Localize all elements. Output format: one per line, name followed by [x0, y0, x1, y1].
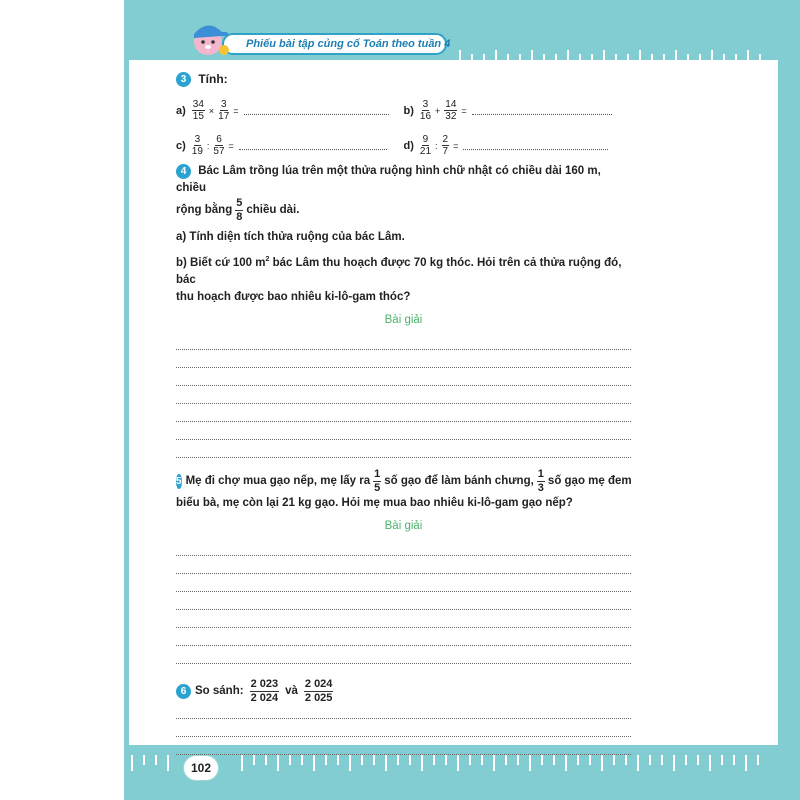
fraction	[537, 468, 545, 495]
exercise-6-title: So sánh:	[195, 685, 244, 698]
fraction	[373, 468, 381, 495]
exercise-3c	[176, 134, 404, 157]
numerator: 5	[236, 197, 243, 210]
answer-blank[interactable]	[239, 142, 387, 150]
numerator: 9	[422, 134, 429, 146]
numerator: 34	[192, 99, 204, 111]
operator: :	[435, 140, 438, 151]
numerator: 2	[442, 134, 449, 146]
answer-line[interactable]	[176, 737, 631, 755]
exercise-6-answer-lines[interactable]	[176, 701, 631, 755]
denominator: 21	[419, 146, 432, 158]
exercise-4-badge: 4	[176, 164, 191, 179]
fraction	[304, 678, 334, 705]
item-label: d)	[403, 139, 414, 152]
exercise-5-text-2: số gạo để làm bánh chưng,	[384, 475, 534, 488]
answer-line[interactable]	[176, 422, 631, 440]
denominator: 15	[192, 111, 204, 123]
fraction	[250, 678, 280, 705]
exercise-3-row-2	[176, 134, 631, 157]
exercise-6-badge: 6	[176, 684, 191, 699]
bear-mascot-icon	[186, 16, 232, 62]
exercise-4-solution-label: Bài giải	[384, 314, 423, 327]
exercise-3d	[404, 134, 632, 157]
numerator: 6	[216, 134, 222, 146]
exercise-5	[176, 468, 631, 664]
ruler-ticks-bottom	[124, 755, 784, 783]
fraction	[444, 99, 457, 122]
fraction	[420, 134, 431, 157]
exercise-3-row-1	[176, 99, 631, 122]
frame-right	[778, 0, 800, 800]
numerator: 1	[374, 468, 381, 481]
exercise-5-answer-lines[interactable]	[176, 538, 631, 664]
exercise-5-text-3: số gạo mẹ đem	[547, 475, 632, 488]
exercise-3-badge: 3	[176, 72, 191, 87]
denominator: 16	[419, 111, 432, 123]
denominator: 17	[218, 111, 230, 123]
answer-line[interactable]	[176, 592, 631, 610]
exercise-5-solution-label: Bài giải	[384, 520, 423, 533]
answer-blank[interactable]	[463, 142, 608, 150]
denominator: 32	[445, 111, 457, 123]
denominator: 3	[537, 482, 544, 495]
item-label: a)	[176, 104, 186, 117]
answer-line[interactable]	[176, 440, 631, 458]
answer-line[interactable]	[176, 404, 631, 422]
operator: +	[435, 105, 441, 116]
answer-line[interactable]	[176, 646, 631, 664]
exercise-4-text-2a: rộng bằng	[176, 204, 233, 217]
exercise-4-text-1: Bác Lâm trồng lúa trên một thửa ruộng hình chữ nhật có chiều dài 160 m, chiều	[176, 165, 601, 195]
operator: :	[206, 140, 210, 151]
answer-line[interactable]	[176, 350, 631, 368]
exercise-4-text-2b: chiều dài.	[246, 204, 300, 217]
exercise-4-question-b	[176, 251, 631, 289]
exercise-5-text-4: biếu bà, mẹ còn lại 21 kg gạo. Hỏi mẹ mua bao nhiêu ki-lô-gam gạo nếp?	[176, 497, 573, 510]
numerator: 3	[194, 134, 201, 146]
denominator: 7	[442, 146, 449, 158]
denominator: 5	[374, 482, 381, 495]
fraction	[442, 134, 450, 157]
fraction	[213, 134, 224, 157]
denominator: 57	[213, 146, 225, 158]
exercise-4-answer-lines[interactable]	[176, 332, 631, 458]
item-label: b)	[403, 104, 414, 117]
worksheet-content	[176, 70, 631, 755]
exercise-3	[176, 72, 631, 157]
operator: ×	[208, 105, 215, 116]
answer-line[interactable]	[176, 332, 631, 350]
exercise-4-question-b-2: thu hoạch được bao nhiêu ki-lô-gam thóc?	[176, 291, 411, 304]
numerator: 2 023	[250, 678, 279, 691]
superscript: 2	[265, 256, 270, 264]
item-label: c)	[176, 139, 186, 152]
header-title: Phiếu bài tập củng cố Toán theo tuần 4	[246, 38, 451, 50]
exercise-6-and: và	[285, 685, 298, 698]
question-b-part-1: b) Biết cứ 100 m	[176, 257, 266, 270]
fraction	[192, 134, 203, 157]
exercise-5-text-1: Mẹ đi chợ mua gạo nếp, mẹ lấy ra	[185, 475, 371, 488]
page-number: 102	[183, 755, 219, 781]
header-banner	[222, 33, 451, 55]
equals-sign: =	[453, 140, 459, 151]
exercise-6	[176, 678, 631, 755]
answer-line[interactable]	[176, 368, 631, 386]
answer-line[interactable]	[176, 701, 631, 719]
denominator: 19	[191, 146, 203, 158]
answer-blank[interactable]	[244, 107, 389, 115]
exercise-5-badge: 5	[176, 476, 182, 488]
answer-line[interactable]	[176, 574, 631, 592]
exercise-4	[176, 163, 631, 458]
exercise-3b	[404, 99, 632, 122]
fraction	[235, 197, 243, 224]
numerator: 2 024	[304, 678, 333, 691]
equals-sign: =	[233, 105, 239, 116]
answer-blank[interactable]	[472, 107, 612, 115]
answer-line[interactable]	[176, 719, 631, 737]
denominator: 8	[236, 211, 243, 224]
denominator: 2 025	[304, 692, 333, 705]
equals-sign: =	[228, 140, 234, 151]
fraction	[218, 99, 229, 122]
numerator: 1	[537, 468, 544, 481]
answer-line[interactable]	[176, 628, 631, 646]
ruler-ticks-top	[450, 44, 780, 60]
answer-line[interactable]	[176, 556, 631, 574]
fraction	[192, 99, 205, 122]
numerator: 14	[445, 99, 457, 111]
denominator: 2 024	[250, 692, 279, 705]
equals-sign: =	[461, 105, 467, 116]
fraction	[420, 99, 431, 122]
numerator: 3	[220, 99, 227, 111]
numerator: 3	[422, 99, 429, 111]
answer-line[interactable]	[176, 386, 631, 404]
answer-line[interactable]	[176, 610, 631, 628]
answer-line[interactable]	[176, 538, 631, 556]
exercise-4-question-a: a) Tính diện tích thửa ruộng của bác Lâm.	[176, 231, 405, 244]
exercise-3-title: Tính:	[198, 72, 228, 86]
question-b-part-2: bác Lâm thu hoạch được 70 kg thóc. Hỏi trên cả thửa ruộng đó, bác	[176, 257, 622, 287]
exercise-3a	[176, 99, 404, 122]
